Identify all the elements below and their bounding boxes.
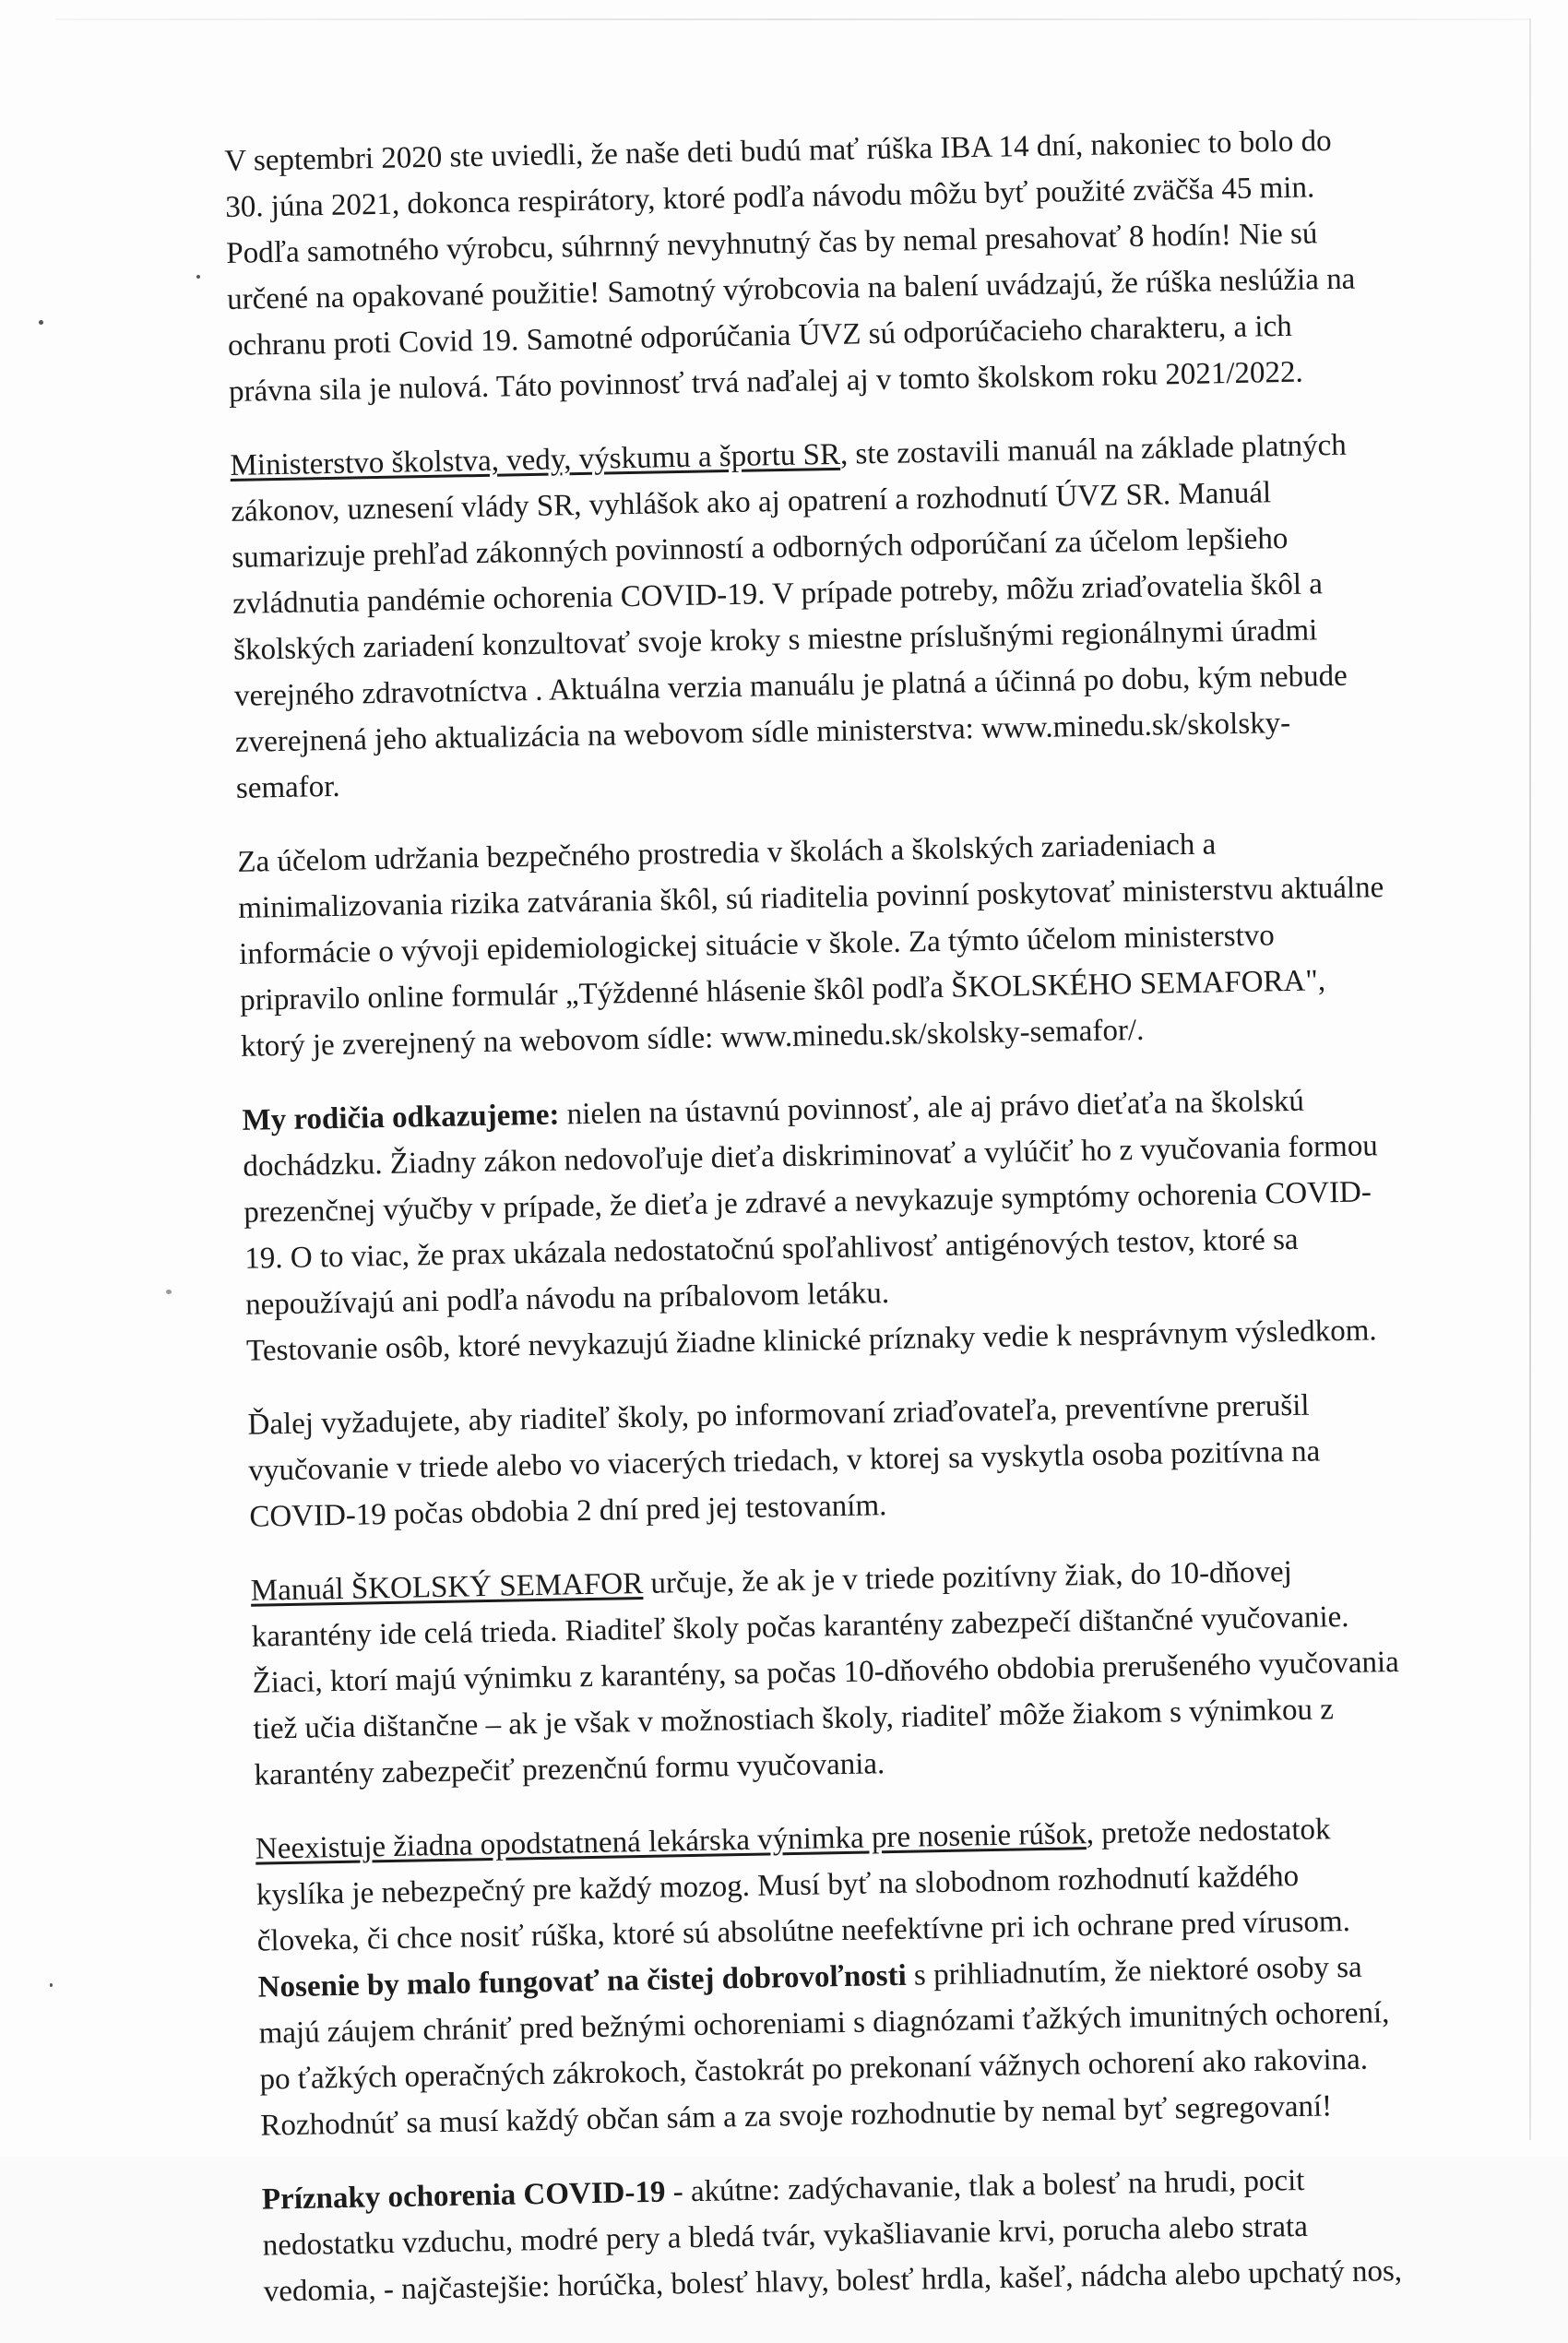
text-segment: , pretože nedostatok: [1086, 1813, 1331, 1851]
text-segment: verejného zdravotníctva . Aktuálna verzia manuálu je platná a účinná po dobu, kým nebude: [233, 659, 1348, 713]
paragraph: [247, 1380, 1440, 1540]
text-segment: vedomia, - najčastejšie: horúčka, bolesť hlavy, bolesť hrdla, kašeľ, nádcha alebo upchatý nos,: [263, 2254, 1403, 2309]
text-segment: karantény ide celá trieda. Riaditeľ školy počas karantény zabezpečí dištančné vyučovanie.: [251, 1600, 1349, 1654]
text-segment: - akútne: zadýchavanie, tlak a bolesť na hrudi, pocit: [665, 2163, 1305, 2209]
paragraph: [261, 2155, 1454, 2315]
text-segment: semafor.: [235, 769, 340, 805]
scan-speck: [50, 1983, 53, 1987]
scan-edge-top: [55, 18, 1531, 20]
text-segment: karantény zabezpečiť prezenčnú formu vyučovania.: [254, 1747, 885, 1792]
text-segment: Žiaci, ktorí majú výnimku z karantény, sa počas 10-dňového obdobia prerušeného vyučovania: [252, 1645, 1400, 1700]
text-segment: sumarizuje prehľad zákonných povinností a odborných odporúčaní za účelom lepšieho: [232, 521, 1289, 575]
text-segment: tiež učia dištančne – ak je však v možnostiach školy, riaditeľ môže žiakom s výnimkou z: [253, 1693, 1335, 1746]
underlined-phrase: Ministerstvo školstva, vedy, výskumu a športu SR: [230, 437, 841, 482]
text-segment: po ťažkých operačných zákrokoch, častokrát po prekonaní vážnych ochorení ako rakovina.: [259, 2042, 1369, 2097]
text-segment: kyslíka je nebezpečný pre každý mozog. Musí byť na slobodnom rozhodnutí každého: [255, 1859, 1300, 1912]
text-segment: nedostatku vzduchu, modré pery a bledá tvár, vykašliavanie krvi, porucha alebo strata: [262, 2209, 1309, 2263]
text-segment: s prihliadnutím, že niektoré osoby sa: [906, 1950, 1362, 1992]
text-segment: zvládnutia pandémie ochorenia COVID-19. V prípade potreby, môžu zriaďovatelia škôl a: [232, 567, 1324, 621]
text-segment: určené na opakované použitie! Samotný výrobcovia na balení uvádzajú, že rúška neslúžia na: [226, 262, 1356, 316]
underlined-phrase: Neexistuje žiadna opodstatnená lekárska výnimka pre nosenie rúšok: [255, 1817, 1087, 1866]
bold-phrase: Príznaky ochorenia COVID-19: [261, 2175, 666, 2217]
text-segment: dochádzku. Žiadny zákon nedovoľuje dieťa diskriminovať a vylúčiť ho z vyučovania formou: [243, 1129, 1379, 1183]
paragraph: [237, 817, 1431, 1070]
text-segment: právna sila je nulová. Táto povinnosť trvá naďalej aj v tomto školskom roku 2021/2022.: [228, 355, 1304, 409]
scan-speck: [196, 275, 200, 279]
text-segment: COVID-19 počas obdobia 2 dní pred jej testovaním.: [249, 1489, 887, 1534]
paragraph: [250, 1546, 1443, 1799]
scan-edge-right: [1529, 18, 1531, 2140]
underlined-phrase: Manuál ŠKOLSKÝ SEMAFOR: [250, 1566, 644, 1608]
text-segment: nepoužívajú ani podľa návodu na príbalovom letáku.: [244, 1277, 890, 1322]
text-segment: pripravilo online formulár „Týždenné hlásenie škôl podľa ŠKOLSKÉHO SEMAFORA",: [239, 964, 1326, 1017]
text-segment: vyučovanie v triede alebo vo viacerých triedach, v ktorej sa vyskytla osoba pozitívna na: [248, 1434, 1321, 1488]
text-segment: prezenčnej výučby v prípade, že dieťa je zdravé a nevykazuje symptómy ochorenia COVID-: [244, 1175, 1372, 1230]
scan-speck: [39, 320, 43, 325]
text-segment: Podľa samotného výrobcu, súhrnný nevyhnutný čas by nemal presahovať 8 hodín! Nie sú: [225, 217, 1318, 270]
text-segment: Za účelom udržania bezpečného prostredia v školách a školských zariadeniach a: [237, 827, 1217, 879]
text-segment: ktorý je zverejnený na webovom sídle: www.minedu.sk/skolsky-semafor/.: [240, 1013, 1145, 1064]
text-segment: zákonov, uznesení vlády SR, vyhlášok ako aj opatrení a rozhodnutí ÚVZ SR. Manuál: [231, 476, 1272, 529]
text-segment: informácie o vývoji epidemiologickej situácie v škole. Za týmto účelom ministerstvo: [238, 919, 1276, 971]
scan-speck: [166, 1290, 172, 1294]
text-segment: , ste zostavili manuál na základe platných: [839, 428, 1348, 471]
text-segment: nielen na ústavnú povinnosť, ale aj právo dieťaťa na školskú: [559, 1084, 1305, 1132]
text-segment: 30. júna 2021, dokonca respirátory, ktoré podľa návodu môžu byť použité zväčša 45 min.: [225, 171, 1315, 224]
paragraph: [242, 1076, 1436, 1374]
paragraph: [255, 1804, 1451, 2149]
text-segment: 19. O to viac, že prax ukázala nedostatočnú spoľahlivosť antigénových testov, ktoré sa: [244, 1222, 1299, 1276]
bold-phrase: My rodičia odkazujeme:: [242, 1098, 560, 1137]
text-segment: minimalizovania rizika zatvárania škôl, sú riaditelia povinní poskytovať ministerstvu aktuálne: [237, 871, 1384, 925]
text-segment: človeka, či chce nosiť rúška, ktoré sú absolútne neefektívne pri ich ochrane pred vírusom.: [256, 1904, 1351, 1958]
text-segment: zverejnená jeho aktualizácia na webovom sídle ministerstva: www.minedu.sk/skolsky-: [234, 706, 1291, 759]
text-segment: ochranu proti Covid 19. Samotné odporúčania ÚVZ sú odporúčacieho charakteru, a ich: [227, 309, 1292, 363]
letter-body: [224, 116, 1455, 2342]
bold-phrase: Nosenie by malo fungovať na čistej dobrovoľnosti: [257, 1958, 908, 2004]
paragraph: [230, 421, 1426, 812]
text-segment: Testovanie osôb, ktoré nevykazujú žiadne klinické príznaky vedie k nesprávnym výsledkom.: [245, 1314, 1377, 1368]
paragraph: [224, 116, 1419, 415]
text-segment: školských zariadení konzultovať svoje kroky s miestne príslušnými regionálnymi úradmi: [232, 613, 1318, 667]
text-segment: Ďalej vyžadujete, aby riaditeľ školy, po informovaní zriaďovateľa, preventívne prerušil: [247, 1388, 1310, 1442]
text-segment: určuje, že ak je v triede pozitívny žiak, do 10-dňovej: [642, 1555, 1293, 1600]
text-segment: majú záujem chrániť pred bežnými ochoreniami s diagnózami ťažkých imunitných ochorení,: [258, 1996, 1390, 2051]
text-segment: V septembri 2020 ste uviedli, že naše deti budú mať rúška IBA 14 dní, nakoniec to bolo do: [224, 125, 1332, 178]
text-segment: Rozhodnúť sa musí každý občan sám a za svoje rozhodnutie by nemal byť segregovaní!: [260, 2089, 1333, 2143]
